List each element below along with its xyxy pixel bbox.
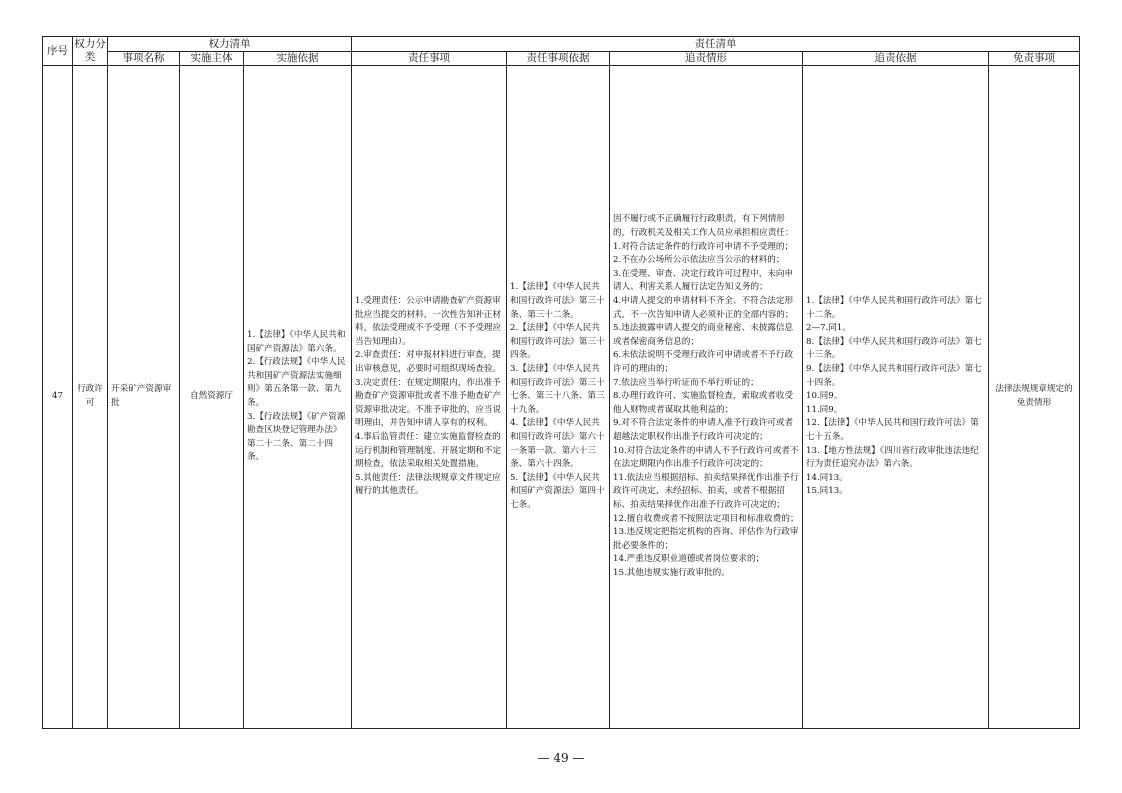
header-power-category: 权力分类	[73, 37, 108, 66]
list-item: 2.【法律】《中华人民共和国行政许可法》第三十四条。	[510, 323, 605, 361]
row-item-name: 开采矿产资源审批	[108, 66, 180, 729]
header-responsibility-list: 责任清单	[352, 37, 1080, 52]
list-item: 9.对不符合法定条件的申请人准予行政许可或者超越法定职权作出准予行政许可决定的；	[613, 418, 794, 442]
list-item: 11.同9。	[806, 404, 843, 415]
list-item: 10.对符合法定条件的申请人不予行政许可或者不在法定期限内作出准予行政许可决定的；	[613, 445, 799, 470]
list-item: 1.【法律】《中华人民共和国行政许可法》第三十条、第三十二条。	[510, 282, 605, 320]
list-item: 4.申请人提交的申请材料不齐全、不符合法定形式，不一次告知申请人必须补正的全部内容的；	[613, 296, 794, 320]
table-row	[43, 66, 1080, 729]
row-accountability-basis	[803, 66, 989, 729]
row-exemption: 法律法规规章规定的免责情形	[989, 66, 1080, 729]
list-item: 2.【行政法规】《中华人民共和国矿产资源法实施细则》第五条第一款、第九条。	[247, 357, 346, 408]
list-item: 12.【法律】《中华人民共和国行政许可法》第七十五条。	[806, 418, 979, 442]
list-item: 8.【法律】《中华人民共和国行政许可法》第七十三条。	[806, 336, 982, 361]
list-item: 13.违反规定把指定机构的咨询、评估作为行政审批必要条件的；	[613, 527, 799, 551]
header-seq: 序号	[43, 37, 73, 66]
list-item: 5.违法披露申请人提交的商业秘密、未披露信息或者保密商务信息的；	[613, 323, 794, 347]
list-item: 15.其他违规实施行政审批的。	[613, 567, 730, 578]
row-seq: 47	[43, 66, 73, 729]
list-item: 5.其他责任：法律法规规章文件规定应履行的其他责任。	[355, 472, 501, 497]
responsibility-table	[42, 36, 1080, 729]
list-item: 13.【地方性法规】《四川省行政审批违法违纪行为责任追究办法》第六条。	[806, 445, 979, 470]
list-item: 3.在受理、审查、决定行政许可过程中，未向申请人、利害关系人履行法定告知义务的；	[613, 268, 794, 293]
list-item: 4.事后监管责任：建立实施监督检查的运行机制和管理制度、开展定期和不定期检查，依法采取相关处置措施。	[355, 431, 502, 470]
list-item: 4.【法律】《中华人民共和国行政许可法》第六十一条第一款、第六十三条、第六十四条。	[510, 418, 605, 470]
row-category: 行政许可	[73, 66, 108, 729]
header-basis: 实施依据	[244, 52, 352, 66]
list-item: 7.依法应当举行听证而不举行听证的；	[613, 377, 759, 388]
list-item: 11.依法应当根据招标、拍卖结果择优作出准予行政许可决定，未经招标、拍卖，或者不根据招标、拍卖结果择优作出准予行政许可决定的；	[613, 472, 799, 510]
row-accountability	[610, 66, 803, 729]
page-number: — 49 —	[537, 751, 585, 765]
list-item: 14.严重违反职业道德或者岗位要求的；	[613, 554, 765, 565]
list-item: 8.办理行政许可、实施监督检查，索取或者收受他人财物或者谋取其他利益的；	[613, 391, 794, 415]
list-item: 3.决定责任：在规定期限内，作出准予勘查矿产资源审批或者不准予勘查矿产资源审批决定。不准予审批的，应当说明理由，并告知申请人享有的权利。	[355, 377, 502, 429]
list-item: 3.【行政法规】《矿产资源勘查区块登记管理办法》第二十二条、第二十四条。	[247, 411, 346, 463]
list-item: 1.【法律】《中华人民共和国矿产资源法》第六条。	[247, 330, 346, 354]
row-resp-items	[352, 66, 507, 729]
row-basis	[244, 66, 352, 729]
row-resp-basis	[507, 66, 610, 729]
header-resp-basis: 责任事项依据	[507, 52, 610, 66]
list-item: 1.受理责任：公示申请勘查矿产资源审批应当提交的材料，一次性告知补正材料，依法受理或不予受理（不予受理应当告知理由）。	[355, 296, 502, 347]
list-item: 1.【法律】《中华人民共和国行政许可法》第七十二条。	[806, 296, 982, 320]
header-accountability: 追责情形	[610, 52, 803, 66]
list-item: 6.未依法说明不受理行政许可申请或者不予行政许可的理由的；	[613, 350, 794, 375]
list-item: 5.【法律】《中华人民共和国矿产资源法》第四十七条。	[510, 472, 605, 510]
list-item: 12.擅自收费或者不按照法定项目和标准收费的；	[613, 513, 799, 524]
list-item: 2—7.同1。	[806, 323, 851, 334]
list-item: 因不履行或不正确履行行政职责，有下列情形的，行政机关及相关工作人员应承担相应责任：	[613, 214, 794, 239]
header-implementer: 实施主体	[180, 52, 244, 66]
header-exemption: 免责事项	[989, 52, 1080, 66]
list-item: 1.对符合法定条件的行政许可申请不予受理的；	[613, 241, 794, 252]
header-item-name: 事项名称	[108, 52, 180, 66]
list-item: 9.【法律】《中华人民共和国行政许可法》第七十四条。	[806, 364, 982, 388]
header-resp-items: 责任事项	[352, 52, 507, 66]
header-power-list: 权力清单	[108, 37, 352, 52]
row-implementer: 自然资源厅	[180, 66, 244, 729]
list-item: 15.同13。	[806, 486, 848, 497]
header-accountability-basis: 追责依据	[803, 52, 989, 66]
list-item: 3.【法律】《中华人民共和国行政许可法》第三十七条、第三十八条、第三十九条。	[510, 364, 605, 415]
list-item: 2.审查责任：对申报材料进行审查，提出审核意见，必要时可组织现场查验。	[355, 350, 502, 375]
list-item: 14.同13。	[806, 472, 848, 483]
list-item: 2.不在办公场所公示依法应当公示的材料的；	[613, 255, 785, 266]
list-item: 10.同9。	[806, 391, 843, 402]
